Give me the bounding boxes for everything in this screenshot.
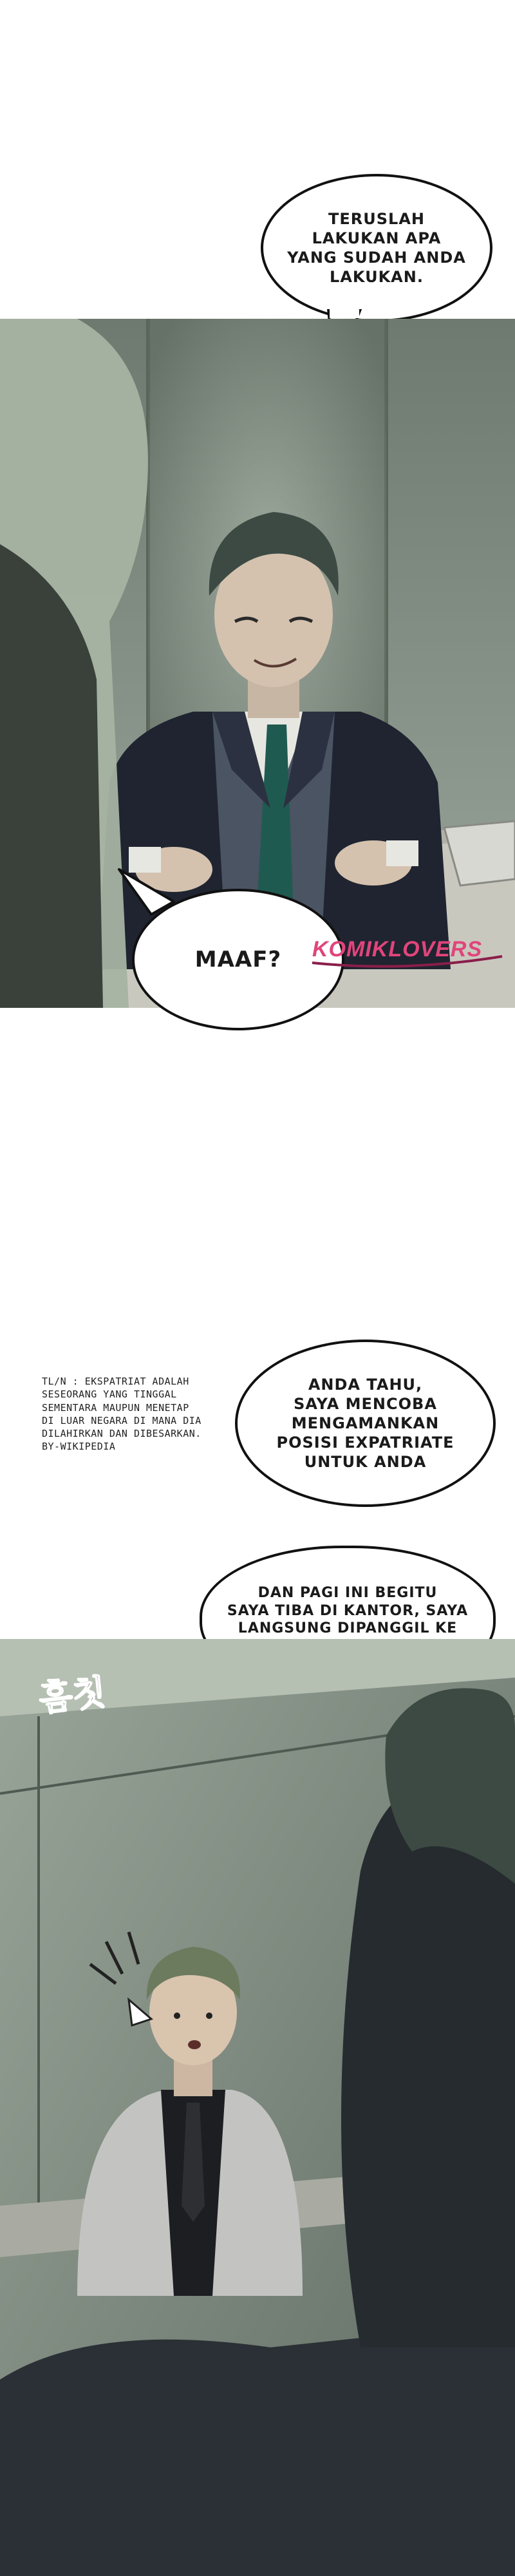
speech-bubble-2-tail [116, 866, 180, 918]
speech-bubble-2: MAAF? [132, 889, 344, 1030]
translator-note: TL/N : EKSPATRIAT ADALAH SESEORANG YANG TINGGAL SEMENTARA MAUPUN MENETAP DI LUAR NEGARA DI MANA DIA DILAHIRKAN DAN DIBESARKAN. BY-WIKIPEDIA [42, 1376, 201, 1453]
speech-bubble-3: ANDA TAHU, SAYA MENCOBA MENGAMANKAN POSISI EXPATRIATE UNTUK ANDA [235, 1340, 496, 1507]
watermark-logo [309, 937, 515, 969]
speech-bubble-1: TERUSLAH LAKUKAN APA YANG SUDAH ANDA LAKUKAN. [261, 174, 492, 322]
speech-bubble-4: DAN PAGI INI BEGITU SAYA TIBA DI KANTOR, SAYA LANGSUNG DIPANGGIL KE [200, 1546, 496, 1694]
sfx-text: 흠칫 [37, 1671, 108, 1719]
panel-2-illustration [0, 1639, 515, 2576]
watermark-text: KOMIKLOVERS [312, 937, 483, 961]
panel-office-employee [0, 1639, 515, 2576]
